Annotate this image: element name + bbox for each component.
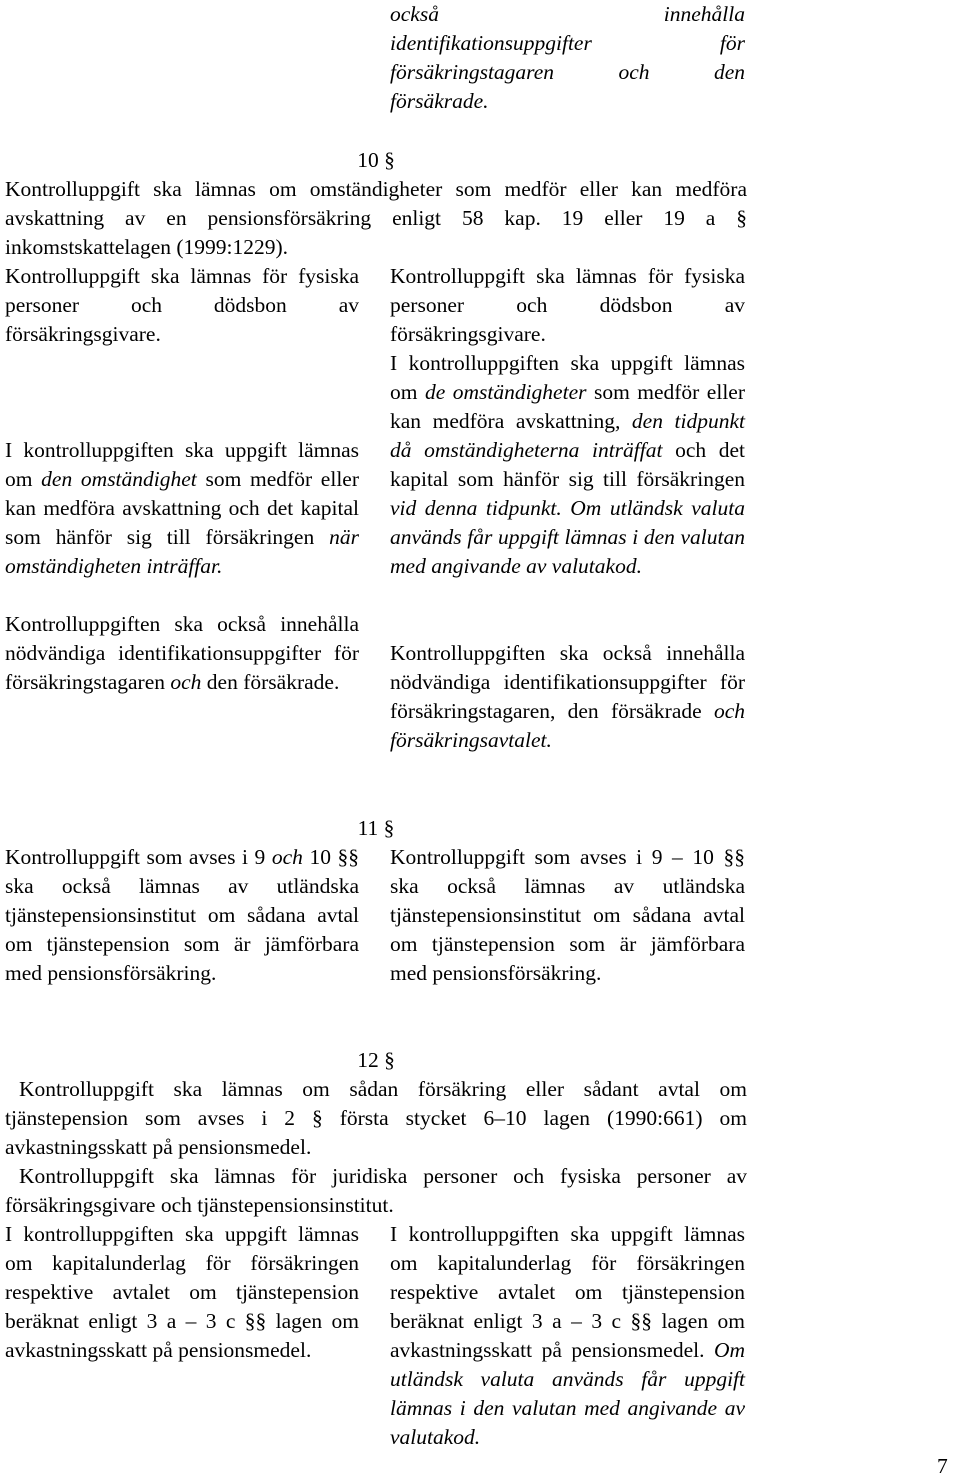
text-run: Kontrolluppgiften ska också innehålla nödvändiga identifikationsuppgifter för försäkringstagaren (5, 612, 359, 694)
section-10-right-p2 (390, 349, 745, 581)
text-run: Kontrolluppgift som avses i 9 (5, 845, 272, 869)
amended-text: och försäkringsavtalet. (390, 699, 745, 752)
text-run: som medför eller kan medföra avskattning och det kapital som hänför sig till försäkringen (5, 467, 359, 549)
continuation-line: försäkringstagaren och den (390, 60, 745, 84)
section-10-intro: Kontrolluppgift ska lämnas om omständigheter som medför eller kan medföra avskattning av en pensionsförsäkring enligt 58 kap. 19 eller 19 a § inkomstskattelagen (1999:1229). (5, 177, 747, 259)
continuation-line: också innehålla (390, 2, 745, 26)
text-run: den försäkrade. (201, 670, 340, 694)
section-11-right: Kontrolluppgift som avses i 9 – 10 §§ ska också lämnas av utländska tjänstepensionsinstitut om sådana avtal om tjänstepension som är jämförbara med pensionsförsäkring. (390, 845, 745, 985)
amended-text: , den tidpunkt då omständigheterna inträffat (390, 409, 745, 462)
amended-text: och (271, 845, 303, 869)
amended-text: och (170, 670, 202, 694)
page-number: 7 (937, 1454, 948, 1478)
amended-text: när omständigheten inträffar. (5, 525, 359, 578)
section-12-heading: 12 § (357, 1048, 395, 1072)
section-12-left: I kontrolluppgiften ska uppgift lämnas om kapitalunderlag för försäkringen respektive avtalet om tjänstepension beräknat enligt 3 a – 3 c §§ lagen om avkastningsskatt på pensionsmedel. (5, 1222, 359, 1362)
text-run: I kontrolluppgiften ska uppgift lämnas om (5, 438, 359, 491)
amended-text: de omständigheter (424, 380, 587, 404)
continuation-line: identifikationsuppgifter för (390, 31, 745, 55)
amended-text: den omständighet (41, 467, 197, 491)
section-10-heading: 10 § (357, 148, 395, 172)
section-12-p1: Kontrolluppgift ska lämnas om sådan försäkring eller sådant avtal om tjänstepension som avses i 2 § första stycket 6–10 lagen (1990:661) om avkastningsskatt på pensionsmedel. (5, 1077, 747, 1159)
top-continuation (390, 0, 745, 116)
amended-text: Om utländsk valuta används får uppgift lämnas i den valutan med angivande av valutakod. (390, 1338, 745, 1449)
section-10-right-p3 (390, 639, 745, 755)
section-10-left-p2 (5, 436, 359, 581)
text-run: 10 §§ ska också lämnas av utländska tjänstepensionsinstitut om sådana avtal om tjänstepension som är jämförbara med pensionsförsäkring. (5, 845, 359, 985)
continuation-line: försäkrade. (390, 89, 489, 113)
section-10-left-p3 (5, 610, 359, 697)
section-11-heading: 11 § (357, 816, 395, 840)
text-run: I kontrolluppgiften ska uppgift lämnas om kapitalunderlag för försäkringen respektive avtalet om tjänstepension beräknat enligt 3 a – 3 c §§ lagen om avkastningsskatt på pensionsmedel. (390, 1222, 745, 1362)
text-run: som medför eller kan medföra avskattning (390, 380, 745, 433)
section-10-left-p1: Kontrolluppgift ska lämnas för fysiska personer och dödsbon av försäkringsgivare. (5, 264, 359, 346)
section-12-right (390, 1220, 745, 1452)
section-11-left (5, 843, 359, 988)
text-run: och det kapital som hänför sig till försäkringen (390, 438, 745, 491)
text-run: I kontrolluppgiften ska uppgift lämnas om (390, 351, 745, 404)
text-run: , den försäkrade (550, 699, 714, 723)
text-run: Kontrolluppgiften ska också innehålla nödvändiga identifikationsuppgifter för försäkringstagaren (390, 641, 745, 723)
section-12-p2: Kontrolluppgift ska lämnas för juridiska personer och fysiska personer av försäkringsgivare och tjänstepensionsinstitut. (5, 1164, 747, 1217)
amended-text: vid denna tidpunkt. Om utländsk valuta används får uppgift lämnas i den valutan med angivande av valutakod. (390, 496, 745, 578)
section-10-right-p1: Kontrolluppgift ska lämnas för fysiska personer och dödsbon av försäkringsgivare. (390, 264, 745, 346)
